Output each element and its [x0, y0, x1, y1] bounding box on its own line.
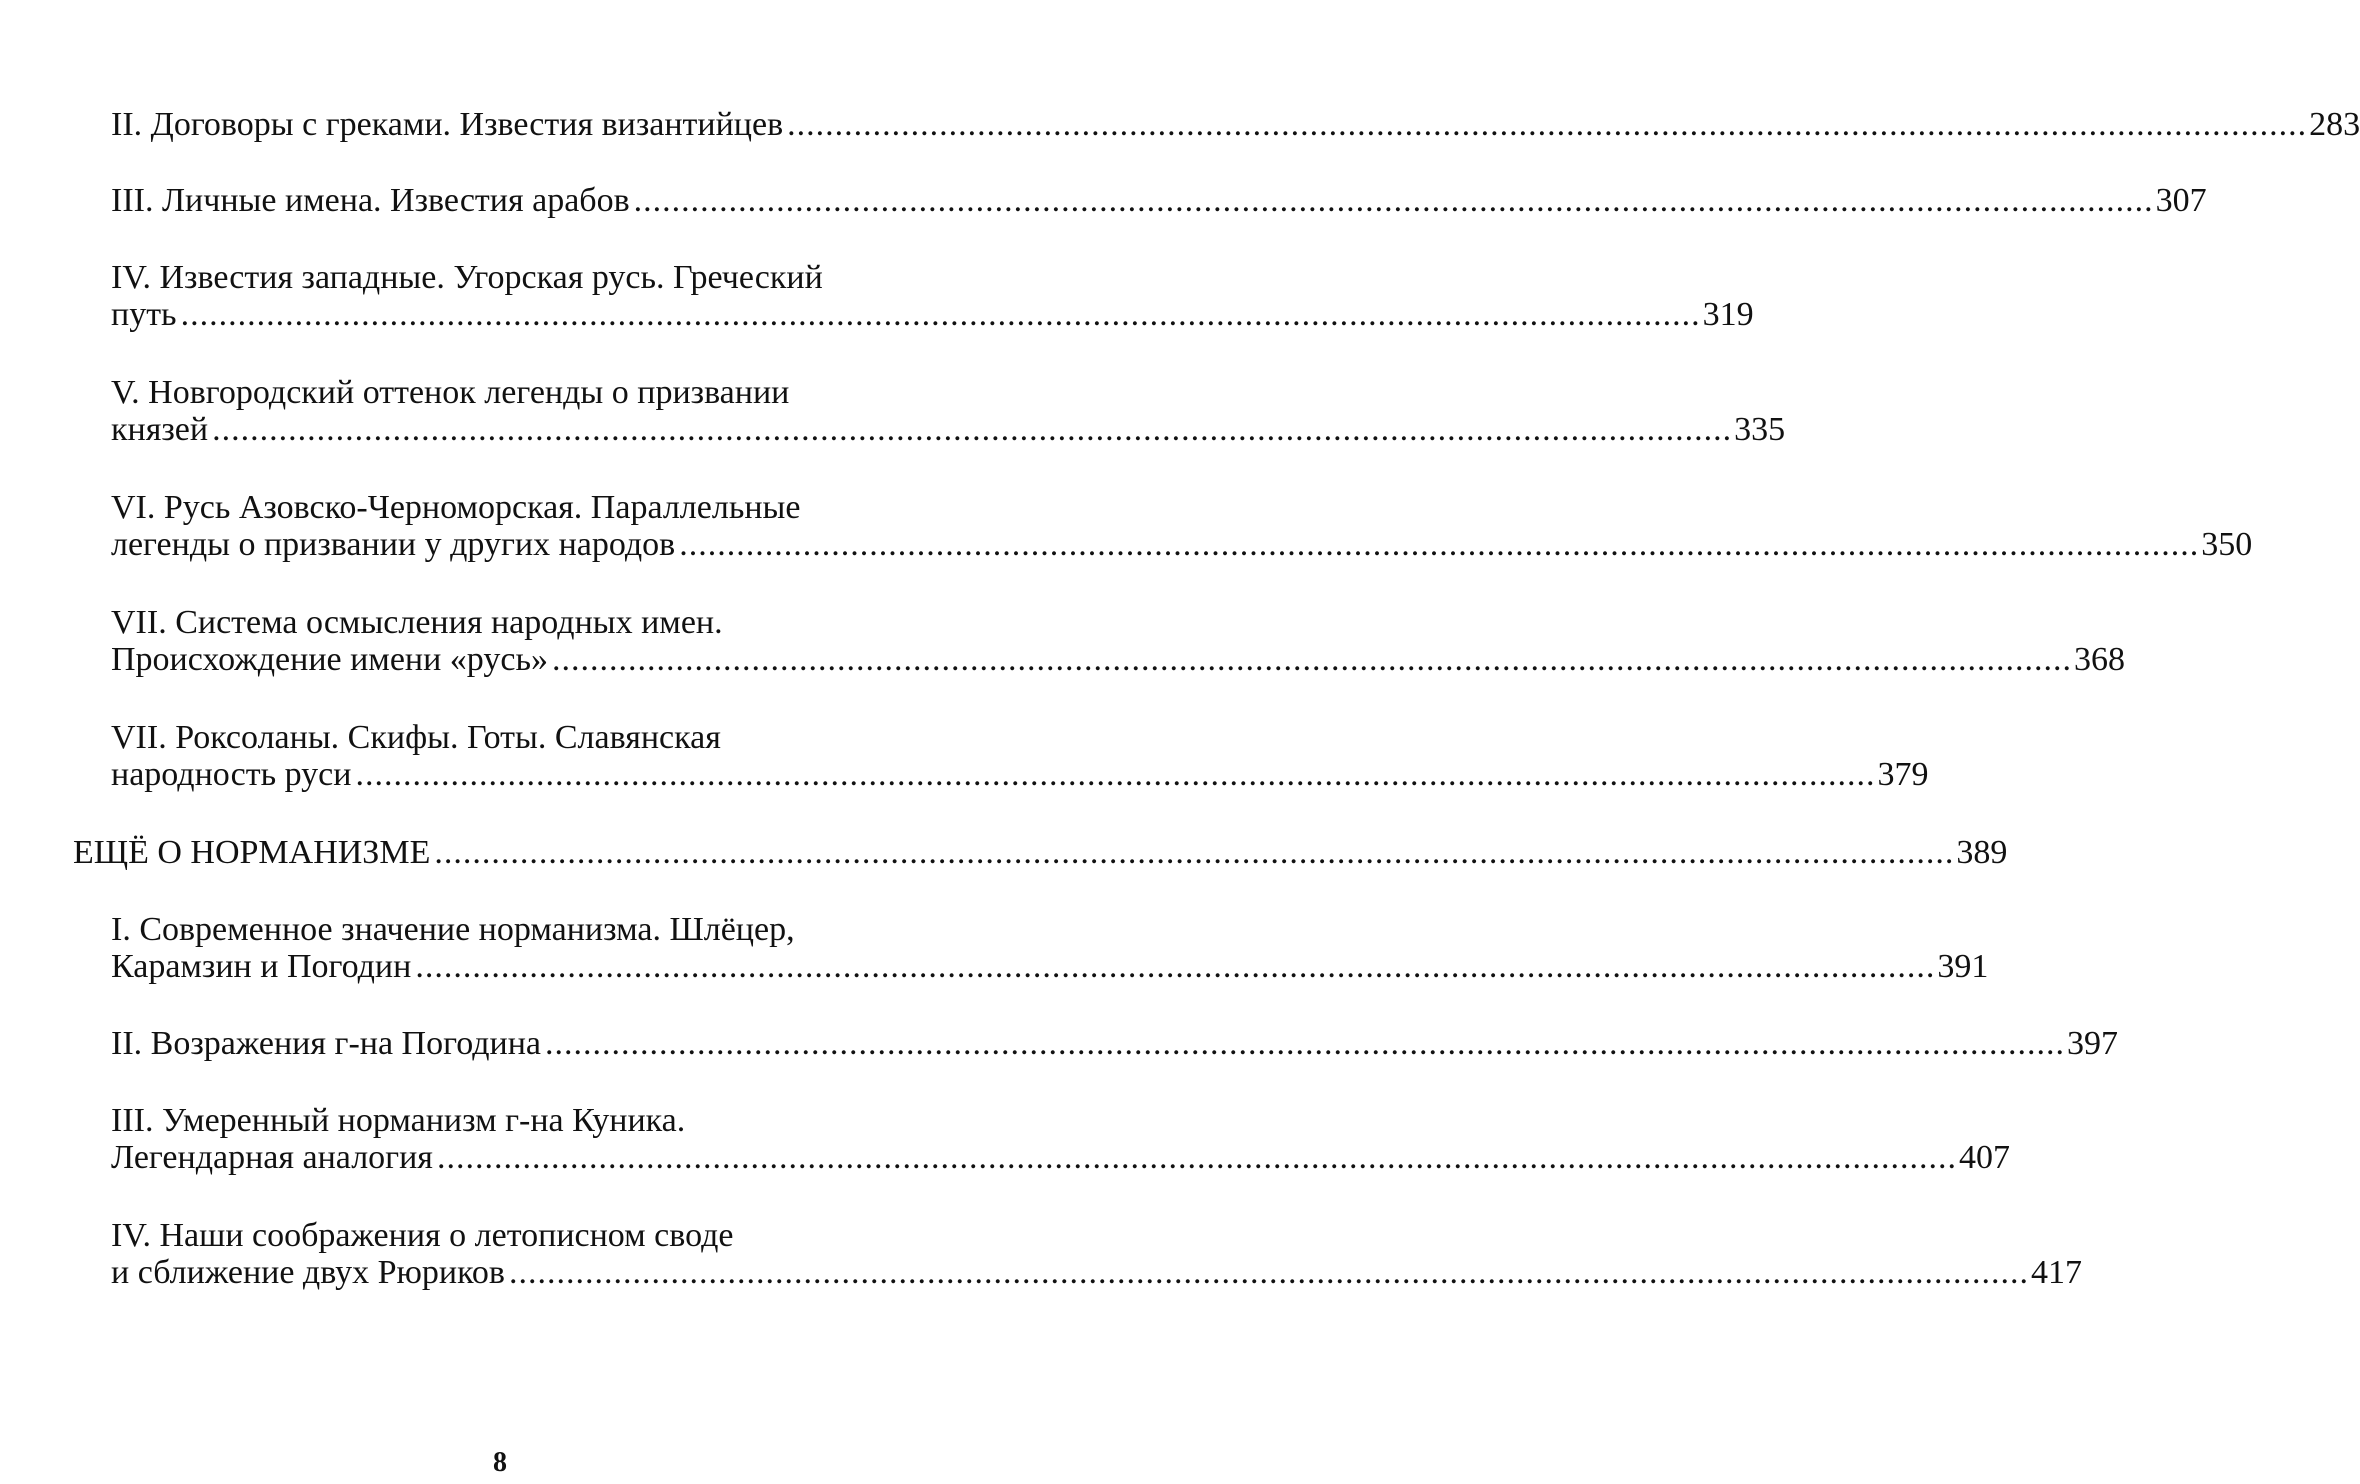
toc-entry-title-line1: IV. Наши соображения о летописном своде	[111, 1217, 734, 1254]
toc-entry-line	[111, 411, 1786, 448]
dot-leader: ................................................................................................................................................................	[415, 948, 1936, 985]
toc-entry-title-line1: VI. Русь Азовско-Черноморская. Параллельные	[111, 489, 801, 526]
toc-entry-title-line2: путь	[111, 296, 177, 333]
toc-entry	[111, 1025, 2119, 1062]
toc-page-number: 391	[1937, 948, 1989, 985]
toc-entry	[111, 1102, 2010, 1176]
dot-leader: ................................................................................................................................................................	[355, 756, 1876, 793]
toc-entry-title-line2: народность руси	[111, 756, 352, 793]
toc-page-number: 350	[2201, 526, 2253, 563]
toc-entry-title-line1: VII. Роксоланы. Скифы. Готы. Славянская	[111, 719, 721, 756]
toc-entry	[111, 1217, 2082, 1291]
toc-entry	[111, 374, 1786, 448]
toc-entry-line	[111, 641, 2125, 678]
toc-entry-title-line1: V. Новгородский оттенок легенды о призвании	[111, 374, 790, 411]
toc-entry	[111, 719, 1929, 793]
toc-entry-title-line2: и сближение двух Рюриков	[111, 1254, 505, 1291]
toc-page-number: 283	[2309, 106, 2360, 143]
toc-entry-title-line2: Легендарная аналогия	[111, 1139, 433, 1176]
toc-entry-title-line2: легенды о призвании у других народов	[111, 526, 676, 563]
dot-leader: ................................................................................................................................................................	[508, 1254, 2029, 1291]
toc-entry-title: II. Возражения г-на Погодина	[111, 1025, 542, 1062]
toc-entry-line	[111, 1254, 2082, 1291]
toc-entry-line	[111, 1139, 2010, 1176]
toc-page-number: 417	[2030, 1254, 2082, 1291]
dot-leader: ................................................................................................................................................................	[180, 296, 1701, 333]
toc-entry-line	[111, 526, 2253, 563]
toc-page-number: 368	[2073, 641, 2125, 678]
toc-entry-line	[73, 834, 2008, 871]
toc-section-entry	[73, 834, 2008, 871]
toc-entry-title-line1: III. Умеренный норманизм г-на Куника.	[111, 1102, 686, 1139]
toc-entry-line	[111, 948, 1989, 985]
toc-entry-line	[111, 296, 1754, 333]
toc-page-number: 379	[1877, 756, 1929, 793]
toc-page-number: 397	[2067, 1025, 2119, 1062]
toc-entry	[111, 106, 2360, 143]
dot-leader: ................................................................................................................................................................	[212, 411, 1733, 448]
toc-entry-title-line2: Происхождение имени «русь»	[111, 641, 548, 678]
page-number: 8	[493, 1447, 507, 1478]
dot-leader: ................................................................................................................................................................	[679, 526, 2200, 563]
dot-leader: ................................................................................................................................................................	[436, 1139, 1957, 1176]
dot-leader: ................................................................................................................................................................	[633, 182, 2154, 219]
toc-entry-title: II. Договоры с греками. Известия византийцев	[111, 106, 784, 143]
dot-leader: ................................................................................................................................................................	[787, 106, 2308, 143]
toc-page-number: 389	[1956, 834, 2008, 871]
dot-leader: ................................................................................................................................................................	[551, 641, 2072, 678]
toc-section-title: ЕЩЁ О НОРМАНИЗМЕ	[73, 834, 431, 871]
toc-entry-title-line2: Карамзин и Погодин	[111, 948, 412, 985]
toc-entry	[111, 259, 1754, 333]
toc-page-number: 335	[1734, 411, 1786, 448]
dot-leader: ................................................................................................................................................................	[434, 834, 1955, 871]
toc-entry-title-line1: VII. Система осмысления народных имен.	[111, 604, 723, 641]
toc-entry-title: III. Личные имена. Известия арабов	[111, 182, 630, 219]
toc-entry-line	[111, 106, 2360, 143]
toc-entry-title-line1: I. Современное значение норманизма. Шлёцер,	[111, 911, 795, 948]
toc-entry	[111, 182, 2207, 219]
toc-entry-title-line1: IV. Известия западные. Угорская русь. Греческий	[111, 259, 823, 296]
dot-leader: ................................................................................................................................................................	[545, 1025, 2066, 1062]
toc-page-number: 307	[2155, 182, 2207, 219]
toc-entry	[111, 911, 1989, 985]
toc-entry-line	[111, 1025, 2119, 1062]
toc-entry	[111, 489, 2253, 563]
toc-page-number: 407	[1958, 1139, 2010, 1176]
toc-page-number: 319	[1702, 296, 1754, 333]
toc-entry-line	[111, 756, 1929, 793]
toc-entry-line	[111, 182, 2207, 219]
toc-entry-title-line2: князей	[111, 411, 209, 448]
toc-entry	[111, 604, 2125, 678]
